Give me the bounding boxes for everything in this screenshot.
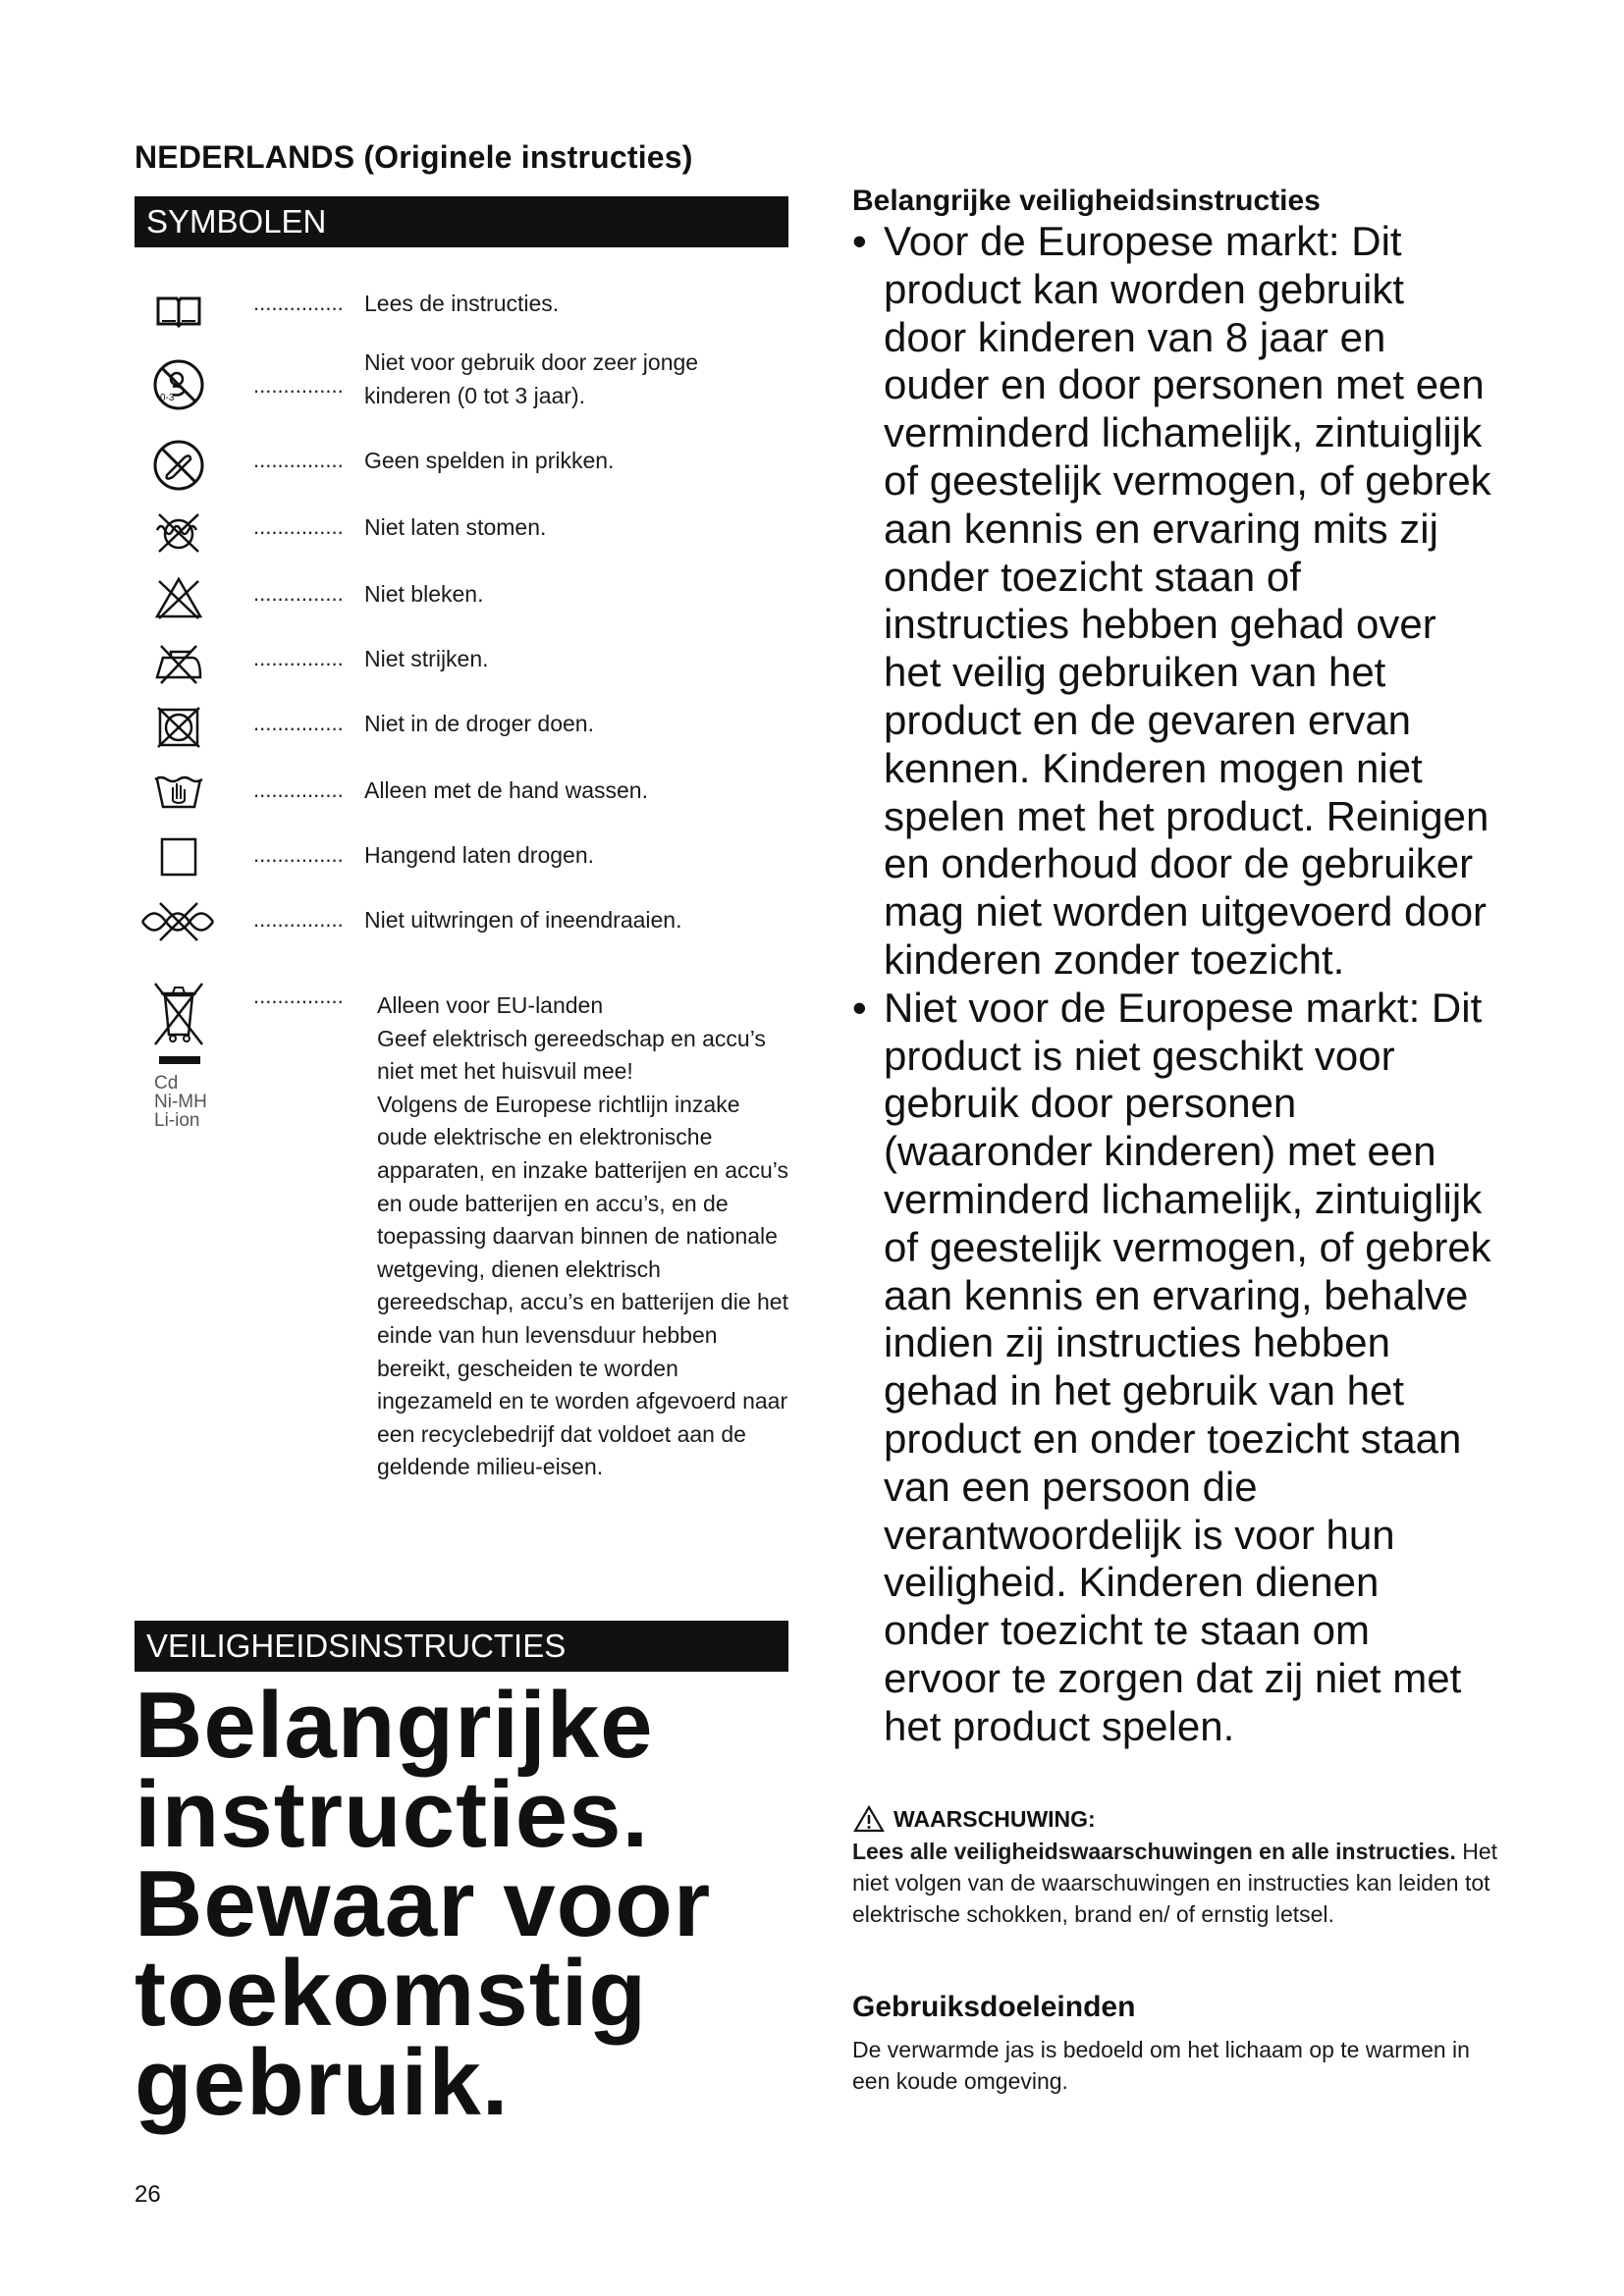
weee-lead: Geef elektrisch gereedschap en accu’s niet met het huisvuil mee! <box>377 1025 766 1085</box>
language-heading: NEDERLANDS (Originele instructies) <box>135 139 693 175</box>
battery-type-labels <box>154 1074 207 1130</box>
weee-text-block <box>377 989 789 1484</box>
symbol-dots: ............... <box>253 448 344 472</box>
battery-label-nimh: Ni-MH <box>154 1092 207 1112</box>
no-children-0-3-icon <box>135 353 223 408</box>
symbol-dots: ............... <box>253 711 344 735</box>
intended-use-heading: Gebruiksdoeleinden <box>852 1991 1136 2023</box>
symbol-text: Alleen met de hand wassen. <box>364 777 648 803</box>
weee-body: Volgens de Europese richtlijn inzake oude elektrische en elektronische apparaten, en inzake batterijen en accu’s en oude batterijen en accu’s, en de toepassing daarvan binnen de nationale wetgeving, dienen elektrisch gereedschap, accu’s en batterijen die het einde van hun levensduur hebben bereikt, gescheiden te worden ingezameld en te worden afgevoerd naar een recyclebedrijf dat voldoet aan de geldende milieu-eisen. <box>377 1091 788 1480</box>
important-instructions-title: Belangrijke instructies. Bewaar voor toekomstig gebruik. <box>135 1673 712 2135</box>
list-item <box>852 218 1492 985</box>
symbol-text: Niet bleken. <box>364 581 484 607</box>
no-bleach-icon <box>135 575 223 630</box>
warning-heading <box>852 1804 1520 1834</box>
no-wring-icon <box>135 901 223 956</box>
no-pins-icon <box>135 438 223 493</box>
symbol-dots: ............... <box>253 842 344 867</box>
warning-bold-text: Lees alle veiligheidswaarschuwingen en alle instructies. <box>852 1839 1456 1864</box>
symbol-dots: ............... <box>253 646 344 670</box>
hand-wash-icon <box>135 772 223 827</box>
symbols-section-title: SYMBOLEN <box>135 196 788 247</box>
svg-text:0-3: 0-3 <box>160 393 175 403</box>
symbol-text: Niet in de droger doen. <box>364 711 594 736</box>
symbol-text: Geen spelden in prikken. <box>364 448 615 473</box>
safety-bullet-list <box>852 218 1520 1751</box>
symbol-dots: ............... <box>253 907 344 932</box>
symbol-text: Niet laten stomen. <box>364 514 547 540</box>
bullet-icon: • <box>852 218 867 264</box>
symbol-dots: ............... <box>253 984 344 1008</box>
warning-body <box>852 1836 1500 1930</box>
symbol-text: Hangend laten drogen. <box>364 842 595 868</box>
warning-label: WAARSCHUWING: <box>893 1805 1096 1832</box>
no-steam-icon <box>135 508 223 563</box>
safety-section-title: VEILIGHEIDSINSTRUCTIES <box>135 1621 788 1672</box>
book-icon <box>135 291 223 346</box>
symbol-text: Niet uitwringen of ineendraaien. <box>364 907 682 933</box>
list-item <box>852 985 1492 1751</box>
symbol-dots: ............... <box>253 373 344 398</box>
symbol-text: Niet strijken. <box>364 646 489 671</box>
symbol-text: Lees de instructies. <box>364 291 560 316</box>
symbol-text: Niet voor gebruik door zeer jonge kinderen (0 tot 3 jaar). <box>364 349 699 408</box>
symbol-dots: ............... <box>253 291 344 315</box>
safety-instructions-heading: Belangrijke veiligheidsinstructies <box>852 185 1321 217</box>
no-tumble-dry-icon <box>135 705 223 760</box>
weee-title: Alleen voor EU-landen <box>377 992 604 1018</box>
symbol-dots: ............... <box>253 514 344 539</box>
battery-label-cd: Cd <box>154 1073 179 1094</box>
bullet-icon: • <box>852 984 867 1031</box>
symbol-dots: ............... <box>253 777 344 802</box>
intended-use-text: De verwarmde jas is bedoeld om het lichaam op te warmen in een koude omgeving. <box>852 2037 1470 2094</box>
battery-label-liion: Li-ion <box>154 1110 200 1131</box>
symbol-dots: ............... <box>253 581 344 606</box>
no-iron-icon <box>135 640 223 695</box>
bullet-text: Voor de Europese markt: Dit product kan worden gebruikt door kinderen van 8 jaar en ouder en door personen met een verminderd lichamelijk, zintuiglijk of geestelijk vermogen, of gebrek aan kennis en ervaring mits zij onder toezicht staan of instructies hebben gehad over het veilig gebruiken van het product en de gevaren ervan kennen. Kinderen mogen niet spelen met het product. Reinigen en onderhoud door de gebruiker mag niet worden uitgevoerd door kinderen zonder toezicht. <box>884 218 1491 983</box>
warning-text: Het niet volgen van de waarschuwingen en instructies kan leiden tot elektrische schokken, brand en/ of ernstig letsel. <box>852 1839 1498 1927</box>
page-number: 26 <box>135 2181 161 2208</box>
crossed-bin-icon <box>135 978 223 1033</box>
warning-triangle-icon <box>852 1804 886 1834</box>
line-dry-icon <box>135 836 223 891</box>
bullet-text: Niet voor de Europese markt: Dit product is niet geschikt voor gebruik door personen (waaronder kinderen) met een verminderd lichamelijk, zintuiglijk of geestelijk vermogen, of gebrek aan kennis en ervaring, behalve indien zij instructies hebben gehad in het gebruik van het product en onder toezicht staan van een persoon die verantwoordelijk is voor hun veiligheid. Kinderen dienen onder toezicht te staan om ervoor te zorgen dat zij niet met het product spelen. <box>884 984 1491 1749</box>
